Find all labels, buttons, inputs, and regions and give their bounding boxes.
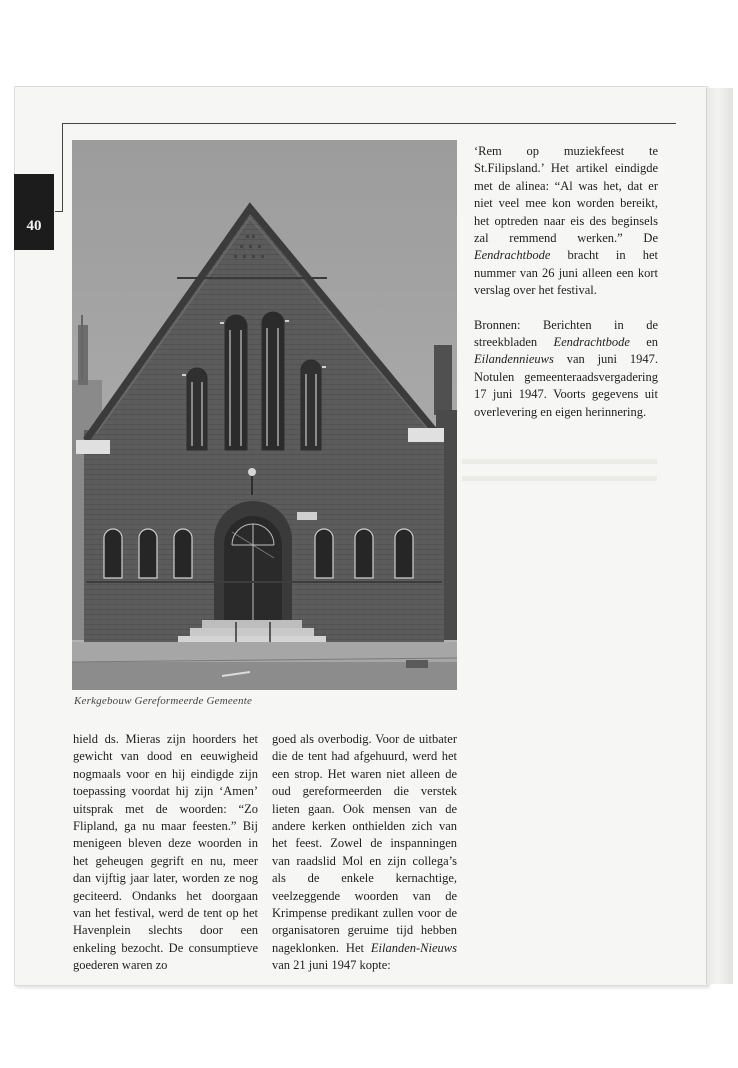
text-run: bracht in het nummer van 26 juni alleen een kort verslag over het festival.	[474, 248, 658, 298]
body-paragraph: hield ds. Mieras zijn hoorders het gewicht van dood en eeuwigheid nogmaals voor en hij eindigde zijn toepassing voordat hij zijn ‘Amen’ uitsprak met de woorden: “Zo Flipland, ga nu maar feesten.” Bij menigeen bleven deze woorden in het geheugen gegrift en nu, meer dan vijftig jaar later, worden ze nog geciteerd. Ondanks het doorgaan van het festival, werd de tent op het Havenplein slechts door een enkeling bezocht. De consumptieve goederen waren zo	[73, 732, 258, 973]
text-column-b	[272, 731, 457, 975]
text-run: Bronnen: Berichten in de streekbladen	[474, 317, 658, 350]
photo-caption: Kerkgebouw Gereformeerde Gemeente	[74, 695, 253, 707]
newspaper-title: Eendrachtbode	[474, 248, 551, 263]
faint-show-through	[462, 459, 657, 464]
church-photo	[72, 140, 457, 690]
frame-rule-tick	[55, 211, 63, 212]
paragraph-festival-report	[474, 143, 658, 300]
text-run: van juni 1947. Notulen gemeenteraadsvergadering 17 juni 1947. Voorts gegevens uit overlevering en eigen herinnering.	[474, 352, 658, 419]
frame-rule-top	[62, 123, 676, 124]
newspaper-title: Eendrachtbode	[553, 335, 630, 350]
page-number-tab	[14, 174, 54, 250]
frame-rule-left	[62, 123, 63, 211]
text-run: goed als overbodig. Voor de uitbater die de tent had afgehuurd, werd het een strop. Het waren niet alleen de oud gereformeerden die verstek lieten gaan. Ook mensen van de andere kerken onthielden zich van het feest. Zowel de inspanningen van raadslid Mol en zijn collega’s als de enkele kernachtige, veelzeggende woorden van de Krimpense predikant zullen voor de organisatoren geruime tijd hebben nageklonken. Het	[272, 732, 457, 955]
text-run: van 21 juni 1947 kopte:	[272, 958, 391, 973]
text-column-a	[73, 731, 258, 975]
text-run: en	[629, 335, 658, 350]
newspaper-title: Eilanden-Nieuws	[370, 940, 457, 955]
paragraph-sources	[474, 317, 658, 421]
page-number: 40	[26, 218, 42, 234]
text-run: ‘Rem op muziekfeest te St.Filipsland.’ Het artikel eindigde met de alinea: “Al was het, dat er niet veel mee kon worden bereikt, het optreden naar eis des beginsels zal remmend werken.” De	[474, 144, 658, 246]
body-paragraph	[272, 731, 457, 975]
newspaper-title: Eilandennieuws	[474, 352, 554, 367]
text-column-right	[474, 143, 658, 421]
page-edge-shadow	[706, 88, 733, 984]
faint-show-through	[462, 476, 657, 481]
